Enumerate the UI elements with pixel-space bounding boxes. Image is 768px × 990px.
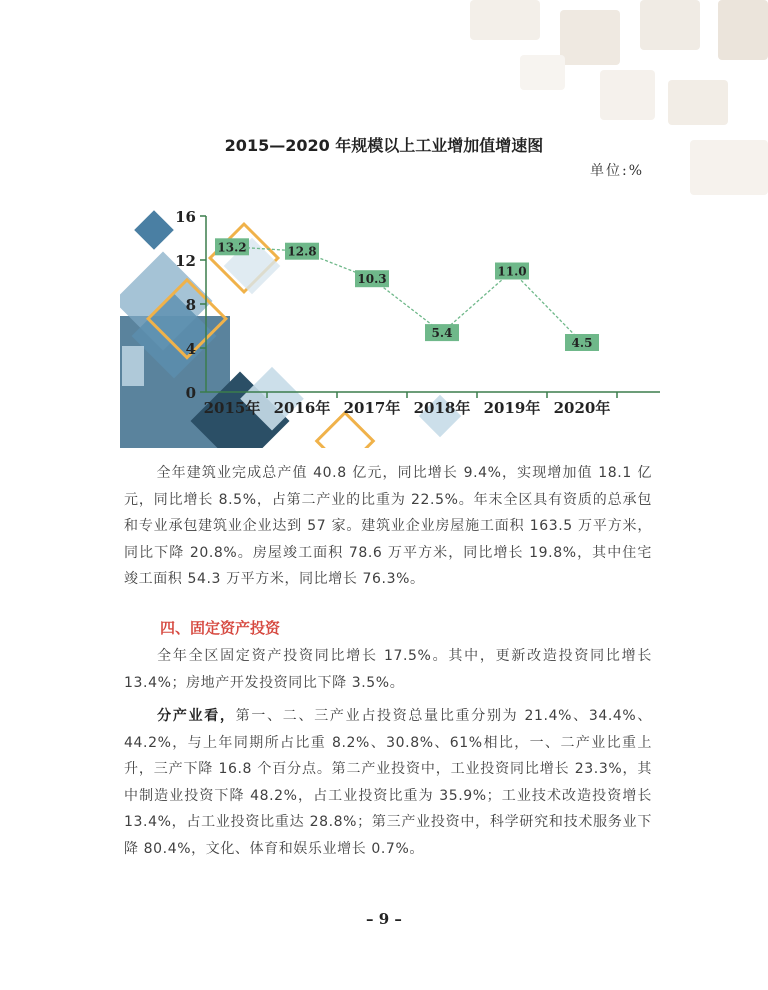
chart-axes (206, 216, 660, 392)
x-category-label: 2015年 (203, 399, 261, 417)
data-label-text: 11.0 (497, 264, 527, 279)
deco-square (640, 0, 700, 50)
data-label-text: 13.2 (217, 240, 247, 255)
x-category-label: 2018年 (413, 399, 471, 417)
deco-diamond (122, 346, 144, 386)
chart-unit-label: 单位:% (590, 163, 645, 179)
data-label (215, 238, 249, 255)
chart-title: 2015—2020 年规模以上工业增加值增速图 (224, 136, 544, 155)
x-category-label: 2019年 (483, 399, 541, 417)
series-line (232, 244, 582, 343)
data-label-text: 10.3 (357, 272, 387, 287)
deco-square (560, 10, 620, 65)
data-label (355, 270, 389, 287)
data-label (565, 334, 599, 351)
data-label (425, 324, 459, 341)
deco-square (470, 0, 540, 40)
deco-square (718, 0, 768, 60)
deco-square (668, 80, 728, 125)
y-tick-label: 16 (175, 208, 196, 226)
data-label-text: 5.4 (431, 326, 453, 341)
deco-square (600, 70, 655, 120)
data-label (495, 263, 529, 280)
line-chart (120, 196, 665, 448)
section-heading-fixed-assets: 四、固定资产投资 (160, 619, 281, 637)
paragraph-investment-text: 全年全区固定资产投资同比增长 17.5%。其中，更新改造投资同比增长 13.4%；房地产开发投资同比下降 3.5%。 (124, 648, 652, 691)
data-label-text: 12.8 (287, 244, 317, 259)
y-tick-label: 12 (175, 252, 196, 270)
data-label-text: 4.5 (571, 336, 593, 350)
paragraph-investment (124, 643, 652, 696)
header-decoration (0, 0, 768, 200)
y-tick-label: 8 (185, 296, 196, 314)
x-category-label: 2020年 (553, 399, 611, 417)
deco-diamond (317, 413, 374, 448)
paragraph-lead: 分产业看， (156, 708, 236, 724)
paragraph-by-industry-text: 第一、二、三产业占投资总量比重分别为 21.4%、34.4%、44.2%，与上年同期所占比重 8.2%、30.8%、61%相比，一、二产业比重上升，三产下降 16.8 个百分点。第二产业投资中，工业投资同比增长 23.3%，其中制造业投资下降 48.2%，占工业投资比重为 35.9%；工业技术改造投资增长 13.4%，占工业投资比重达 28.8%；第三产业投资中，科学研究和技术服务业下降 80.4%，文化、体育和娱乐业增长 0.7%。 (124, 708, 653, 857)
deco-diamond (134, 210, 174, 250)
y-tick-label: 4 (185, 340, 196, 358)
data-label (285, 243, 319, 260)
paragraph-by-industry (124, 703, 652, 862)
paragraph-construction-text: 全年建筑业完成总产值 40.8 亿元，同比增长 9.4%，实现增加值 18.1 亿元，同比增长 8.5%，占第二产业的比重为 22.5%。年末全区具有资质的总承包和专业承包建筑业企业达到 57 家。建筑业企业房屋施工面积 163.5 万平方米，同比下降 20.8%。房屋竣工面积 78.6 万平方米，同比增长 19.8%，其中住宅竣工面积 54.3 万平方米，同比增长 76.3%。 (124, 465, 652, 587)
deco-square (520, 55, 565, 90)
x-category-label: 2016年 (273, 399, 331, 417)
page-number: – 9 – (366, 910, 402, 928)
paragraph-construction (124, 460, 652, 593)
x-category-label: 2017年 (343, 399, 401, 417)
data-labels (215, 238, 599, 351)
y-tick-label: 0 (185, 384, 196, 402)
